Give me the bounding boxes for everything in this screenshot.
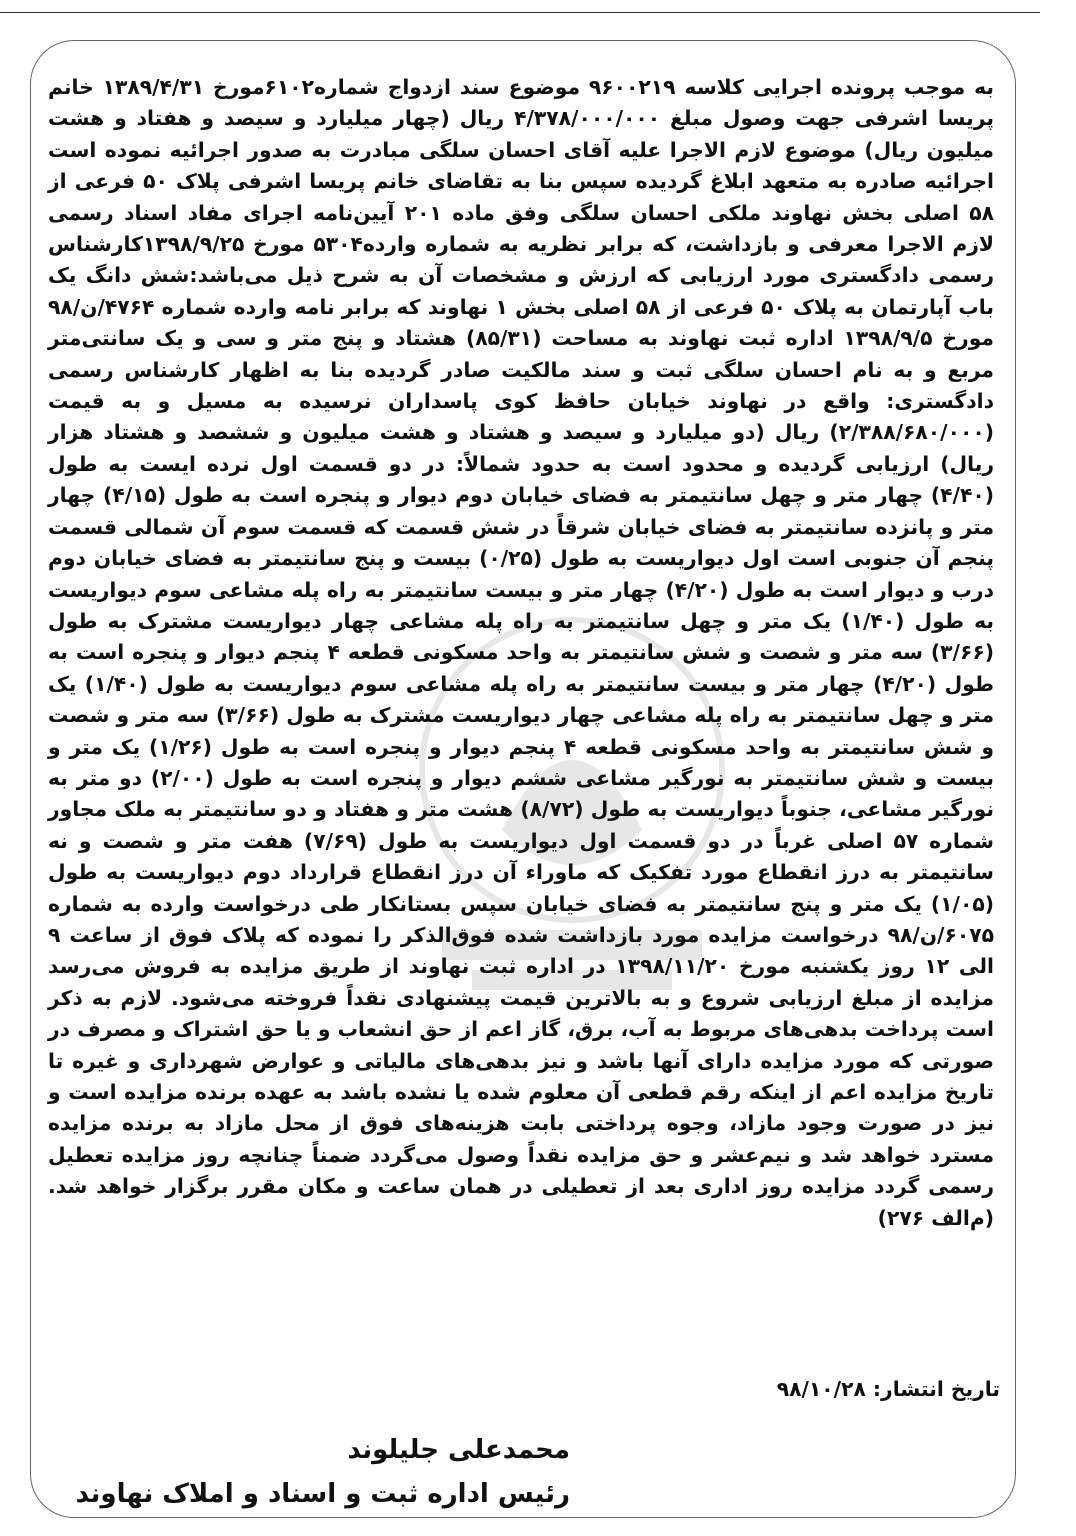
signature-block: [50, 1428, 570, 1516]
publication-date: تاریخ انتشار: ۹۸/۱۰/۲۸: [776, 1377, 1000, 1401]
notice-text: به موجب پرونده اجرایی کلاسه ۹۶۰۰۲۱۹ موضوع سند ازدواج شماره۶۱۰۲مورخ ۱۳۸۹/۴/۳۱ خانم پریسا اشرفی جهت وصول مبلغ ۴/۳۷۸/۰۰۰/۰۰۰ ریال (چهار میلیارد و سیصد و هفتاد و هشت میلیون ریال) موضوع لازم الاجرا علیه آقای احسان سلگی مبادرت به صدور اجرائیه نموده است اجرائیه صادره به متعهد ابلاغ گردیده سپس بنا به تقاضای خانم پریسا اشرفی پلاک ۵۰ فرعی از ۵۸ اصلی بخش نهاوند ملکی احسان سلگی وفق ماده ۲۰۱ آیین‌نامه اجرای مفاد اسناد رسمی لازم الاجرا معرفی و بازداشت، که برابر نظریه به شماره وارده۵۳۰۴ مورخ ۱۳۹۸/۹/۲۵کارشناس رسمی دادگستری مورد ارزیابی که ارزش و مشخصات آن به شرح ذیل می‌باشد:شش دانگ یک باب آپارتمان به پلاک ۵۰ فرعی از ۵۸ اصلی بخش ۱ نهاوند که برابر نامه وارده شماره ۴۷۶۴/ن/۹۸ مورخ ۱۳۹۸/۹/۵ اداره ثبت نهاوند به مساحت (۸۵/۳۱) هشتاد و پنج متر و سی و یک سانتی‌متر مربع و به نام احسان سلگی ثبت و سند مالکیت صادر گردیده بنا به اظهار کارشناس رسمی دادگستری: واقع در نهاوند خیابان حافظ کوی پاسداران نرسیده به مسیل و به قیمت (۲/۳۸۸/۶۸۰/۰۰۰) ریال (دو میلیارد و سیصد و هشتاد و هشت میلیون و ششصد و هشتاد هزار ریال) ارزیابی گردیده و محدود است به حدود شمالاً: در دو قسمت اول نرده ایست به طول (۴/۴۰) چهار متر و چهل سانتیمتر به فضای خیابان دوم دیوار و پنجره است به طول (۴/۱۵) چهار متر و پانزده سانتیمتر به فضای خیابان شرقاً در شش قسمت که قسمت سوم آن شمالی قسمت پنجم آن جنوبی است اول دیواریست به طول (۰/۲۵) بیست و پنج سانتیمتر به فضای خیابان دوم درب و دیوار است به طول (۴/۲۰) چهار متر و بیست سانتیمتر به راه پله مشاعی سوم دیواریست به طول (۱/۴۰) یک متر و چهل سانتیمتر به راه پله مشاعی چهار دیواریست مشترک به طول (۳/۶۶) سه متر و شصت و شش سانتیمتر به واحد مسکونی قطعه ۴ پنجم دیوار و پنجره است به طول (۴/۲۰) چهار متر و بیست سانتیمتر به راه پله مشاعی سوم دیواریست به طول (۱/۴۰) یک متر و چهل سانتیمتر به راه پله مشاعی چهار دیواریست مشترک به طول (۳/۶۶) سه متر و شصت و شش سانتیمتر به واحد مسکونی قطعه ۴ پنجم دیوار و پنجره است به طول (۱/۲۶) یک متر و بیست و شش سانتیمتر به نورگیر مشاعی ششم دیوار و پنجره است به طول (۲/۰۰) دو متر به نورگیر مشاعی، جنوباً دیواریست به طول (۸/۷۲) هشت متر و هفتاد و دو سانتیمتر به ملک مجاور شماره ۵۷ اصلی غرباً در دو قسمت اول دیواریست به طول (۷/۶۹) هفت متر و شصت و نه سانتیمتر به درز انقطاع مورد تفکیک که ماوراء آن درز انقطاع قرارداد دوم دیواریست به طول (۱/۰۵) یک متر و پنج سانتیمتر به فضای خیابان سپس بستانکار طی درخواست وارده به شماره ۶۰۷۵/ن/۹۸ درخواست مزایده مورد بازداشت شده فوق‌الذکر را نموده که پلاک فوق از ساعت ۹ الی ۱۲ روز یکشنبه مورخ ۱۳۹۸/۱۱/۲۰ در اداره ثبت نهاوند از طریق مزایده به فروش می‌رسد مزایده از مبلغ ارزیابی شروع و به بالاترین قیمت پیشنهادی نقداً فروخته می‌شود. لازم به ذکر است پرداخت بدهی‌های مربوط به آب، برق، گاز اعم از حق انشعاب و یا حق اشتراک و مصرف در صورتی که مورد مزایده دارای آنها باشد و نیز بدهی‌های مالیاتی و عوارض شهرداری و غیره تا تاریخ مزایده اعم از اینکه رقم قطعی آن معلوم شده یا نشده باشد به عهده برنده مزایده است و نیز در صورت وجود مازاد، وجوه پرداختی بابت هزینه‌های فوق از محل مازاد به برنده مزایده مسترد خواهد شد و نیم‌عشر و حق مزایده نقداً وصول می‌گردد ضمناً چنانچه روز مزایده تعطیل رسمی گردد مزایده روز اداری بعد از تعطیلی در همان ساعت و مکان مقرر برگزار خواهد شد.(م‌الف ۲۷۶): [48, 75, 995, 1230]
signatory-title: رئیس اداره ثبت و اسناد و املاک نهاوند: [75, 1479, 570, 1509]
signatory-name: محمدعلی جلیلوند: [347, 1435, 570, 1465]
top-divider: [0, 12, 1040, 13]
notice-body: [48, 72, 994, 1234]
